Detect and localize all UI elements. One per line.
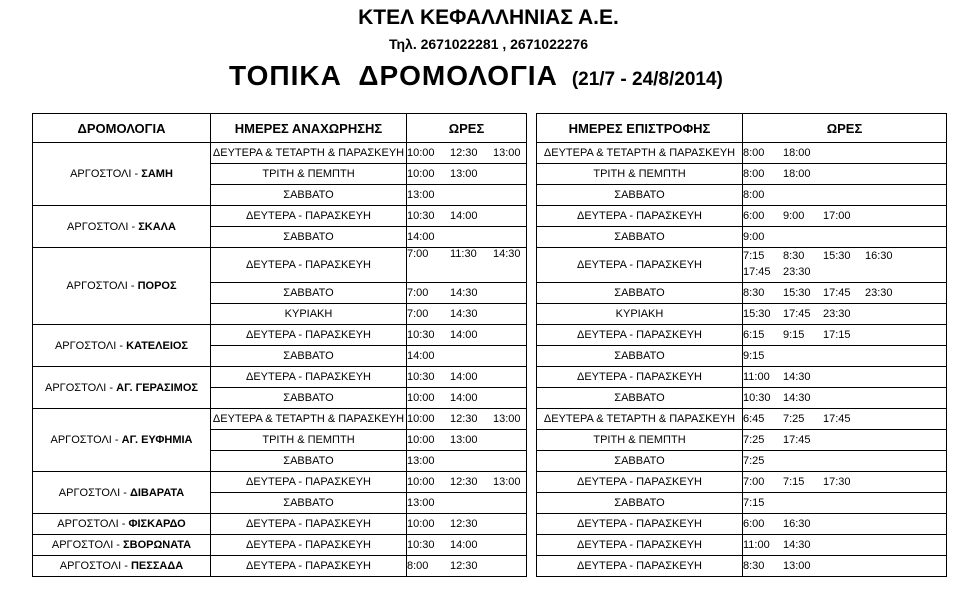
departure-times [407, 367, 527, 388]
departure-times [407, 206, 527, 227]
time-value: 8:30 [783, 250, 805, 262]
departure-days: ΣΑΒΒΑΤΟ [211, 185, 407, 206]
return-times [743, 206, 947, 227]
departure-days: ΣΑΒΒΑΤΟ [211, 388, 407, 409]
route-origin: ΑΡΓΟΣΤΟΛΙ - [58, 486, 130, 499]
schedule-title [229, 60, 723, 92]
departures-table [32, 113, 527, 577]
time-value: 14:00 [450, 539, 478, 551]
time-value: 14:30 [450, 308, 478, 320]
route-destination: ΣΑΜΗ [141, 168, 173, 180]
return-row [537, 472, 947, 493]
return-row [537, 451, 947, 472]
time-value: 14:00 [407, 350, 435, 362]
time-value: 10:30 [743, 392, 771, 404]
route-destination: ΣΚΑΛΑ [138, 220, 176, 233]
time-value: 7:00 [407, 287, 429, 299]
departure-times [407, 535, 527, 556]
return-row [537, 283, 947, 304]
return-row [537, 143, 947, 164]
route-name [33, 514, 211, 535]
time-value: 8:00 [743, 168, 765, 180]
departure-times-column-header: ΩΡΕΣ [407, 114, 527, 143]
return-times [743, 367, 947, 388]
departure-times [407, 451, 527, 472]
route-row [33, 143, 527, 164]
route-row [33, 409, 527, 430]
time-value: 17:00 [823, 210, 851, 222]
route-origin: ΑΡΓΟΣΤΟΛΙ - [70, 168, 142, 180]
time-value: 18:00 [783, 147, 811, 159]
route-row [33, 472, 527, 493]
departures-header-row [33, 114, 527, 143]
route-name [33, 556, 211, 577]
return-row [537, 493, 947, 514]
return-times [743, 248, 947, 283]
route-row [33, 248, 527, 283]
route-row [33, 325, 527, 346]
departure-times [407, 227, 527, 248]
time-value: 14:00 [450, 329, 478, 341]
time-value: 8:00 [743, 189, 765, 201]
time-value: 17:45 [743, 266, 771, 278]
time-value: 17:45 [823, 287, 851, 299]
departure-times [407, 283, 527, 304]
route-destination: ΠΕΣΣΑΔΑ [130, 560, 184, 572]
departure-times [407, 472, 527, 493]
time-value: 16:30 [865, 250, 893, 262]
departure-days: ΣΑΒΒΑΤΟ [211, 451, 407, 472]
departure-days: ΤΡΙΤΗ & ΠΕΜΠΤΗ [211, 430, 407, 451]
time-value: 10:00 [407, 392, 435, 404]
return-days: ΔΕΥΤΕΡΑ & ΤΕΤΑΡΤΗ & ΠΑΡΑΣΚΕΥΗ [537, 409, 743, 430]
route-origin: ΑΡΓΟΣΤΟΛΙ - [50, 434, 122, 446]
route-origin: ΑΡΓΟΣΤΟΛΙ - [57, 518, 129, 530]
return-row [537, 556, 947, 577]
route-name [33, 409, 211, 472]
departure-times [407, 493, 527, 514]
departure-days: ΤΡΙΤΗ & ΠΕΜΠΤΗ [211, 164, 407, 185]
departure-times [407, 304, 527, 325]
departure-times [407, 514, 527, 535]
return-row [537, 535, 947, 556]
time-value: 23:30 [865, 287, 893, 299]
time-value: 13:00 [407, 189, 435, 201]
time-value: 7:15 [743, 497, 765, 509]
return-times [743, 164, 947, 185]
departure-days: ΔΕΥΤΕΡΑ - ΠΑΡΑΣΚΕΥΗ [211, 367, 407, 388]
return-times [743, 430, 947, 451]
return-days-column-header: ΗΜΕΡΕΣ ΕΠΙΣΤΡΟΦΗΣ [537, 114, 743, 143]
route-name [33, 206, 211, 248]
time-value: 16:30 [783, 518, 811, 530]
departure-times [407, 248, 527, 283]
return-times [743, 514, 947, 535]
route-row [33, 514, 527, 535]
time-value: 6:45 [743, 413, 765, 425]
time-value: 17:30 [823, 476, 851, 488]
departure-times [407, 430, 527, 451]
time-value: 23:30 [783, 266, 811, 278]
route-origin: ΑΡΓΟΣΤΟΛΙ - [54, 339, 127, 352]
route-row [33, 535, 527, 556]
time-value: 10:00 [407, 413, 435, 425]
time-value: 7:00 [407, 248, 429, 260]
return-row [537, 248, 947, 283]
time-value: 12:30 [450, 413, 478, 425]
time-value: 6:15 [743, 329, 765, 341]
departure-times [407, 346, 527, 367]
return-days: ΚΥΡΙΑΚΗ [537, 304, 743, 325]
route-destination: ΠΟΡΟΣ [137, 280, 177, 292]
departure-days: ΣΑΒΒΑΤΟ [211, 346, 407, 367]
departure-days: ΔΕΥΤΕΡΑ - ΠΑΡΑΣΚΕΥΗ [211, 206, 407, 227]
time-value: 17:45 [823, 413, 851, 425]
return-row [537, 227, 947, 248]
departure-times [407, 143, 527, 164]
time-value: 12:30 [450, 560, 478, 572]
departure-times [407, 185, 527, 206]
time-value: 10:00 [407, 147, 435, 159]
return-times [743, 535, 947, 556]
departure-days: ΔΕΥΤΕΡΑ - ΠΑΡΑΣΚΕΥΗ [211, 325, 407, 346]
return-row [537, 304, 947, 325]
time-value: 8:30 [743, 287, 765, 299]
time-value: 7:25 [743, 434, 765, 446]
departure-days: ΔΕΥΤΕΡΑ - ΠΑΡΑΣΚΕΥΗ [211, 514, 407, 535]
time-value: 12:30 [450, 147, 478, 159]
time-value: 13:00 [783, 560, 811, 572]
time-value: 13:00 [407, 455, 435, 467]
time-value: 9:00 [743, 231, 765, 243]
time-value: 7:00 [743, 476, 765, 488]
departure-days-column-header: ΗΜΕΡΕΣ ΑΝΑΧΩΡΗΣΗΣ [211, 114, 407, 143]
return-row [537, 514, 947, 535]
return-times [743, 283, 947, 304]
return-days: ΣΑΒΒΑΤΟ [537, 283, 743, 304]
time-value: 13:00 [407, 497, 435, 509]
time-value: 14:30 [493, 248, 521, 260]
return-days: ΣΑΒΒΑΤΟ [537, 451, 743, 472]
return-days: ΔΕΥΤΕΡΑ & ΤΕΤΑΡΤΗ & ΠΑΡΑΣΚΕΥΗ [537, 143, 743, 164]
return-days: ΔΕΥΤΕΡΑ - ΠΑΡΑΣΚΕΥΗ [537, 472, 743, 493]
returns-table [536, 113, 947, 577]
return-times [743, 346, 947, 367]
return-days: ΤΡΙΤΗ & ΠΕΜΠΤΗ [537, 430, 743, 451]
return-days: ΔΕΥΤΕΡΑ - ΠΑΡΑΣΚΕΥΗ [537, 367, 743, 388]
return-days: ΔΕΥΤΕΡΑ - ΠΑΡΑΣΚΕΥΗ [537, 325, 743, 346]
route-destination: ΑΓ. ΓΕΡΑΣΙΜΟΣ [116, 381, 198, 394]
return-days: ΤΡΙΤΗ & ΠΕΜΠΤΗ [537, 164, 743, 185]
time-value: 12:30 [450, 518, 478, 530]
return-days: ΔΕΥΤΕΡΑ - ΠΑΡΑΣΚΕΥΗ [537, 206, 743, 227]
time-value: 7:00 [407, 308, 429, 320]
return-times [743, 388, 947, 409]
return-times-column-header: ΩΡΕΣ [743, 114, 947, 143]
return-times [743, 556, 947, 577]
departure-times [407, 164, 527, 185]
route-destination: ΣΒΟΡΩΝΑΤΑ [123, 539, 192, 551]
return-row [537, 430, 947, 451]
return-times [743, 185, 947, 206]
return-times [743, 493, 947, 514]
return-days: ΣΑΒΒΑΤΟ [537, 346, 743, 367]
return-days: ΣΑΒΒΑΤΟ [537, 185, 743, 206]
time-value: 13:00 [450, 168, 478, 180]
time-value: 11:00 [743, 371, 770, 383]
return-days: ΣΑΒΒΑΤΟ [537, 227, 743, 248]
time-value: 7:25 [783, 413, 805, 425]
route-name [33, 535, 211, 556]
return-row [537, 367, 947, 388]
departure-days: ΣΑΒΒΑΤΟ [211, 493, 407, 514]
return-days: ΔΕΥΤΕΡΑ - ΠΑΡΑΣΚΕΥΗ [537, 248, 743, 283]
departure-days: ΔΕΥΤΕΡΑ & ΤΕΤΑΡΤΗ & ΠΑΡΑΣΚΕΥΗ [211, 143, 407, 164]
return-row [537, 346, 947, 367]
time-value: 18:00 [783, 168, 811, 180]
departure-times [407, 325, 527, 346]
departure-days: ΔΕΥΤΕΡΑ - ΠΑΡΑΣΚΕΥΗ [211, 556, 407, 577]
route-name [33, 248, 211, 325]
time-value: 14:00 [450, 210, 478, 222]
departure-times [407, 388, 527, 409]
time-value: 17:15 [823, 329, 851, 341]
departure-times [407, 556, 527, 577]
time-value: 8:30 [743, 560, 765, 572]
route-row [33, 367, 527, 388]
departure-days: ΔΕΥΤΕΡΑ - ΠΑΡΑΣΚΕΥΗ [211, 535, 407, 556]
return-row [537, 185, 947, 206]
return-row [537, 388, 947, 409]
time-value: 15:30 [783, 287, 811, 299]
return-days: ΣΑΒΒΑΤΟ [537, 388, 743, 409]
time-value: 13:00 [493, 413, 521, 425]
route-origin: ΑΡΓΟΣΤΟΛΙ - [66, 280, 138, 292]
return-times [743, 227, 947, 248]
departure-days: ΚΥΡΙΑΚΗ [211, 304, 407, 325]
return-times [743, 472, 947, 493]
time-value: 14:00 [450, 371, 478, 383]
time-value: 9:15 [743, 350, 765, 362]
time-value: 10:00 [407, 434, 435, 446]
time-value: 6:00 [743, 518, 765, 530]
returns-header-row [537, 114, 947, 143]
phone-numbers: Τηλ. 2671022281 , 2671022276 [388, 36, 589, 52]
route-origin: ΑΡΓΟΣΤΟΛΙ - [51, 539, 124, 551]
time-value: 14:30 [783, 392, 811, 404]
time-value: 14:30 [783, 371, 811, 383]
route-name [33, 472, 211, 514]
departure-times [407, 409, 527, 430]
departure-days: ΔΕΥΤΕΡΑ - ΠΑΡΑΣΚΕΥΗ [211, 472, 407, 493]
return-times [743, 143, 947, 164]
time-value: 10:30 [407, 329, 435, 341]
time-value: 17:45 [783, 308, 811, 320]
time-value: 12:30 [450, 476, 478, 488]
time-value: 10:00 [407, 518, 435, 530]
route-row [33, 556, 527, 577]
date-range: (21/7 - 24/8/2014) [571, 69, 723, 90]
time-value: 14:00 [450, 392, 478, 404]
time-value: 13:00 [493, 147, 521, 159]
routes-column-header: ΔΡΟΜΟΛΟΓΙΑ [33, 114, 211, 143]
time-value: 7:15 [783, 476, 805, 488]
time-value: 8:00 [407, 560, 429, 572]
time-value: 17:45 [783, 434, 811, 446]
return-row [537, 206, 947, 227]
departure-days: ΔΕΥΤΕΡΑ & ΤΕΤΑΡΤΗ & ΠΑΡΑΣΚΕΥΗ [211, 409, 407, 430]
route-name [33, 143, 211, 206]
return-row [537, 409, 947, 430]
time-value: 11:00 [743, 539, 770, 551]
time-value: 10:30 [407, 210, 435, 222]
time-value: 8:00 [743, 147, 765, 159]
return-row [537, 164, 947, 185]
time-value: 14:30 [450, 287, 478, 299]
time-value: 6:00 [743, 210, 765, 222]
route-origin: ΑΡΓΟΣΤΟΛΙ - [59, 560, 131, 572]
return-times [743, 409, 947, 430]
time-value: 13:00 [493, 476, 521, 488]
return-days: ΔΕΥΤΕΡΑ - ΠΑΡΑΣΚΕΥΗ [537, 556, 743, 577]
time-value: 7:25 [743, 455, 765, 467]
departure-days: ΣΑΒΒΑΤΟ [211, 283, 407, 304]
route-origin: ΑΡΓΟΣΤΟΛΙ - [67, 220, 139, 233]
route-name [33, 367, 211, 409]
return-row [537, 325, 947, 346]
route-destination: ΔΙΒΑΡΑΤΑ [129, 486, 185, 499]
route-destination: ΦΙΣΚΑΡΔΟ [128, 518, 186, 530]
time-value: 13:00 [450, 434, 478, 446]
return-days: ΔΕΥΤΕΡΑ - ΠΑΡΑΣΚΕΥΗ [537, 535, 743, 556]
time-value: 10:30 [407, 539, 435, 551]
return-days: ΔΕΥΤΕΡΑ - ΠΑΡΑΣΚΕΥΗ [537, 514, 743, 535]
return-times [743, 325, 947, 346]
time-value: 14:30 [783, 539, 811, 551]
route-origin: ΑΡΓΟΣΤΟΛΙ - [44, 381, 117, 394]
route-destination: ΑΓ. ΕΥΦΗΜΙΑ [121, 434, 193, 446]
time-value: 10:00 [407, 168, 435, 180]
route-row [33, 206, 527, 227]
departure-days: ΔΕΥΤΕΡΑ - ΠΑΡΑΣΚΕΥΗ [211, 248, 407, 283]
time-value: 10:00 [407, 476, 435, 488]
time-value: 15:30 [823, 250, 851, 262]
time-value: 14:00 [407, 231, 435, 243]
company-name: ΚΤΕΛ ΚΕΦΑΛΛΗΝΙΑΣ Α.Ε. [358, 6, 619, 29]
time-value: 11:30 [450, 248, 477, 260]
departure-days: ΣΑΒΒΑΤΟ [211, 227, 407, 248]
return-days: ΣΑΒΒΑΤΟ [537, 493, 743, 514]
route-destination: ΚΑΤΕΛΕΙΟΣ [126, 339, 189, 352]
time-value: 23:30 [823, 308, 851, 320]
route-name [33, 325, 211, 367]
time-value: 7:15 [743, 250, 765, 262]
return-times [743, 451, 947, 472]
return-times [743, 304, 947, 325]
time-value: 10:30 [407, 371, 435, 383]
time-value: 9:15 [783, 329, 805, 341]
time-value: 15:30 [743, 308, 771, 320]
page-title: ΤΟΠΙΚΑ ΔΡΟΜΟΛΟΓΙΑ [229, 60, 558, 91]
time-value: 9:00 [783, 210, 805, 222]
